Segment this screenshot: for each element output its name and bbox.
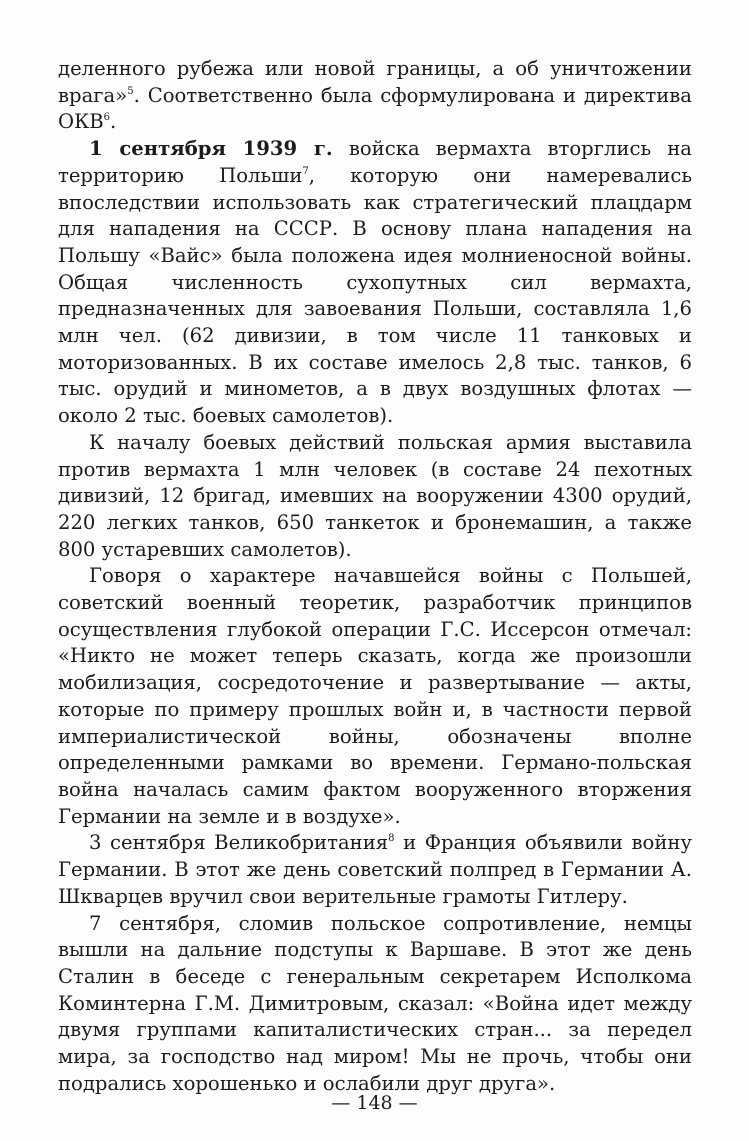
- footnote-ref-7: 7: [302, 165, 309, 177]
- paragraph-2: [58, 136, 692, 430]
- paragraph-6: 7 сентября, сломив польское сопротивление, немцы вышли на дальние подступы к Варшаве. В этот же день Сталин в беседе с генеральным секретарем Исполкома Коминтерна Г.М. Димитровым, сказал: «Война идет между двумя группами капиталистических стран... за передел мира, за господство над миром! Мы не прочь, чтобы они подрались хорошенько и ослабили друг друга».: [58, 911, 692, 1095]
- footnote-ref-5: 5: [127, 85, 134, 97]
- paragraph-1-text-cont: . Соответственно была сформулирована и директива ОКВ: [58, 83, 692, 134]
- paragraph-1-text: деленного рубежа или новой границы, а об уничтожении врага»: [58, 57, 692, 107]
- paragraph-2-text-cont: , которую они намеревались впоследствии использовать как стратегический плацдарм для нападения на СССР. В основу плана нападения на Польшу «Вайс» была положена идея молниеносной войны. Общая численность сухопутных сил вермахта, предназначенных для завоевания Польши, составляла 1,6 млн чел. (62 дивизии, в том числе 11 танковых и моторизованных. В их составе имелось 2,8 тыс. танков, 6 тыс. орудий и минометов, а в двух воздушных флотах — около 2 тыс. боевых самолетов).: [58, 163, 692, 428]
- paragraph-2-text: войска вермахта вторглись на территорию Польши: [58, 137, 692, 187]
- footnote-ref-6: 6: [103, 112, 111, 124]
- paragraph-1: [58, 56, 692, 136]
- page-body: [58, 56, 692, 1097]
- page-number: — 148 —: [331, 1092, 418, 1114]
- paragraph-5: [58, 830, 692, 910]
- footnote-ref-8: 8: [388, 833, 395, 845]
- paragraph-5-text: 3 сентября Великобритания: [89, 831, 389, 855]
- paragraph-5-text-cont: и Франция объявили войну Германии. В этот же день советский полпред в Германии А. Шкварцев вручил свои верительные грамоты Гитлеру.: [58, 831, 692, 908]
- paragraph-1-end: .: [110, 110, 117, 134]
- paragraph-3: К началу боевых действий польская армия выставила против вермахта 1 млн человек (в составе 24 пехотных дивизий, 12 бригад, имевших на вооружении 4300 орудий, 220 легких танков, 650 танкеток и бронемашин, а также 800 устаревших самолетов).: [58, 430, 692, 561]
- paragraph-4: Говоря о характере начавшейся войны с Польшей, советский военный теоретик, разработчик принципов осуществления глубокой операции Г.С. Иссерсон отмечал: «Никто не может теперь сказать, когда же произошли мобилизация, сосредоточение и развертывание — акты, которые по примеру прошлых войн и, в частности первой империалистической войны, обозначены вполне определенными рамками во времени. Германо-польская война началась самим фактом вооруженного вторжения Германии на земле и в воздухе».: [58, 564, 692, 828]
- date-bold: 1 сентября 1939 г.: [89, 137, 333, 161]
